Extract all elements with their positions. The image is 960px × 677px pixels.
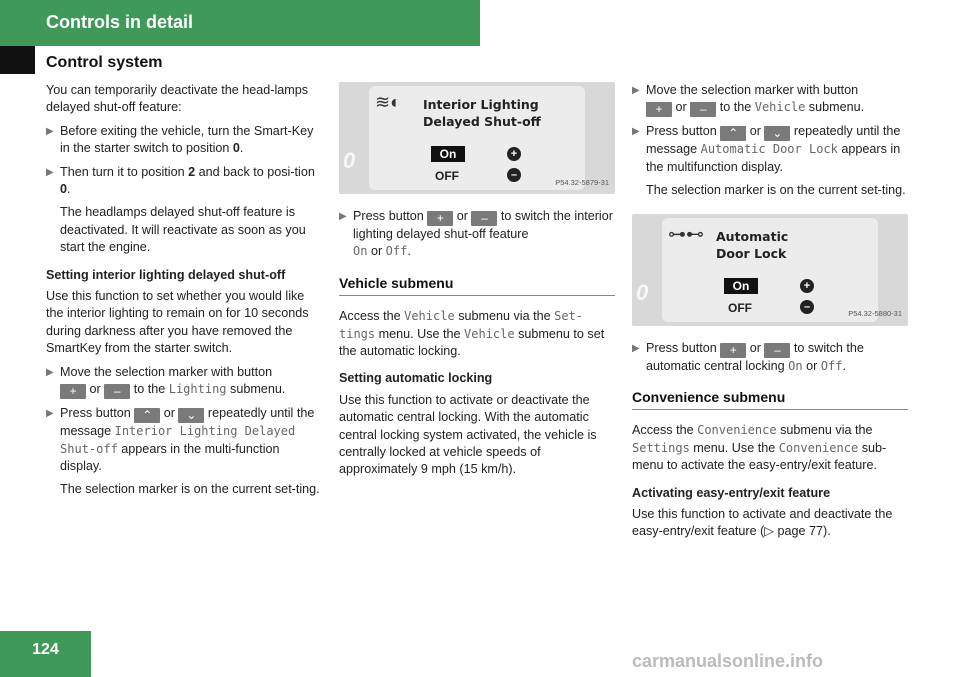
minus-button-icon: – (764, 343, 790, 358)
figure-reference: P54.32-5879-31 (555, 177, 609, 187)
access-text: Access the Convenience submenu via the Settings menu. Use the Convenience sub-menu to activate the easy-entry/exit feature. (632, 423, 887, 473)
section-heading-convenience: Convenience submenu (632, 389, 908, 410)
step-item: ▶ Press button + or – to switch the automatic central locking On or Off. (632, 340, 864, 373)
step-arrow-icon: ▶ (46, 125, 54, 137)
step-item: ▶ Press button ⌃ or ⌄ repeatedly until the message Automatic Door Lock appears in the multifunction display. (632, 124, 901, 174)
plus-button-icon: + (427, 211, 453, 226)
step-note: The headlamps delayed shut-off feature is deactivated. It will reactivate as soon as you start the engine. (60, 205, 306, 255)
step-arrow-icon: ▶ (632, 85, 640, 96)
step-arrow-icon: ▶ (339, 211, 347, 222)
description-text: Use this function to set whether you would like the interior lighting to remain on for 10 seconds during darkness after you have removed the SmartKey from the starter switch. (46, 289, 309, 356)
section-title: Control system (46, 54, 163, 71)
down-button-icon: ⌄ (178, 408, 204, 423)
step-arrow-icon: ▶ (632, 342, 640, 354)
chapter-title: Controls in detail (46, 12, 194, 32)
plus-circle-icon: + (800, 279, 814, 293)
step-item: ▶ Move the selection marker with button + or – to the Vehicle submenu. (632, 83, 865, 117)
chapter-header-bar (0, 0, 480, 46)
column-left (46, 82, 322, 505)
headlamp-icon: ≋◐ (375, 92, 401, 112)
down-button-icon: ⌄ (764, 126, 790, 141)
step-item: ▶ Press button + or – to switch the interior lighting delayed shut-off feature On or Off. (339, 209, 613, 259)
minus-circle-icon: – (800, 300, 814, 314)
minus-button-icon: – (690, 102, 716, 117)
display-line1: Interior Lighting (423, 97, 539, 112)
step-arrow-icon: ▶ (46, 166, 54, 178)
display-line2: Door Lock (716, 245, 787, 261)
plus-circle-icon: + (507, 147, 521, 161)
description-text: Use this function to activate or deactivate the automatic central locking. With the automatic central locking system activated, the vehicle is centrally locked at vehicle speeds of approximately 9 mph (15 km/h). (339, 392, 597, 477)
step-item: ▶ Press button ⌃ or ⌄ repeatedly until the message Interior Lighting Delayed Shut-off appears in the multi-function display. (46, 406, 315, 473)
display-on-option: On (431, 146, 465, 162)
up-button-icon: ⌃ (720, 126, 746, 141)
up-button-icon: ⌃ (134, 408, 160, 423)
step-item: ▶ Then turn it to position 2 and back to posi-tion 0. (46, 164, 315, 197)
step-item: ▶ Before exiting the vehicle, turn the Smart-Key in the starter switch to position 0. (46, 123, 314, 156)
plus-button-icon: + (60, 384, 86, 399)
plus-button-icon: + (720, 343, 746, 358)
display-illustration-interior-lighting (339, 82, 615, 194)
section-heading-vehicle: Vehicle submenu (339, 275, 615, 296)
display-line1: Automatic (716, 228, 789, 244)
display-off-option: OFF (435, 169, 459, 183)
dial-numeral: 0 (343, 148, 356, 173)
subheading: Activating easy-entry/exit feature (632, 485, 831, 500)
plus-button-icon: + (646, 102, 672, 117)
column-right (632, 82, 908, 547)
display-off-option: OFF (728, 300, 752, 315)
car-icon: ⊶⊷ (668, 223, 704, 244)
minus-button-icon: – (104, 384, 130, 399)
step-item: ▶ Move the selection marker with button + or – to the Lighting submenu. (46, 364, 286, 399)
step-note: The selection marker is on the current set-ting. (60, 482, 320, 497)
subheading: Setting automatic locking (339, 371, 493, 386)
page-number: 124 (0, 631, 91, 677)
header-accent-block (0, 46, 35, 74)
subheading: Setting interior lighting delayed shut-off (46, 267, 286, 282)
description-text: Use this function to activate and deactivate the easy-entry/exit feature (▷ page 77). (632, 507, 893, 539)
column-middle (339, 82, 615, 485)
access-text: Access the Vehicle submenu via the Set-tings menu. Use the Vehicle submenu to set the automatic locking. (339, 309, 605, 359)
watermark: carmanualsonline.info (632, 651, 824, 671)
minus-button-icon: – (471, 211, 497, 226)
step-arrow-icon: ▶ (46, 408, 54, 420)
display-on-option: On (724, 278, 758, 294)
display-line2: Delayed Shut-off (423, 114, 541, 129)
step-arrow-icon: ▶ (632, 126, 640, 138)
step-arrow-icon: ▶ (46, 366, 54, 378)
minus-circle-icon: – (507, 168, 521, 182)
intro-text: You can temporarily deactivate the head-lamps delayed shut-off feature: (46, 83, 309, 115)
step-note: The selection marker is on the current set-ting. (646, 183, 906, 198)
display-illustration-door-lock (632, 214, 908, 326)
dial-numeral: 0 (636, 279, 649, 305)
figure-reference: P54.32-5880-31 (848, 309, 902, 319)
